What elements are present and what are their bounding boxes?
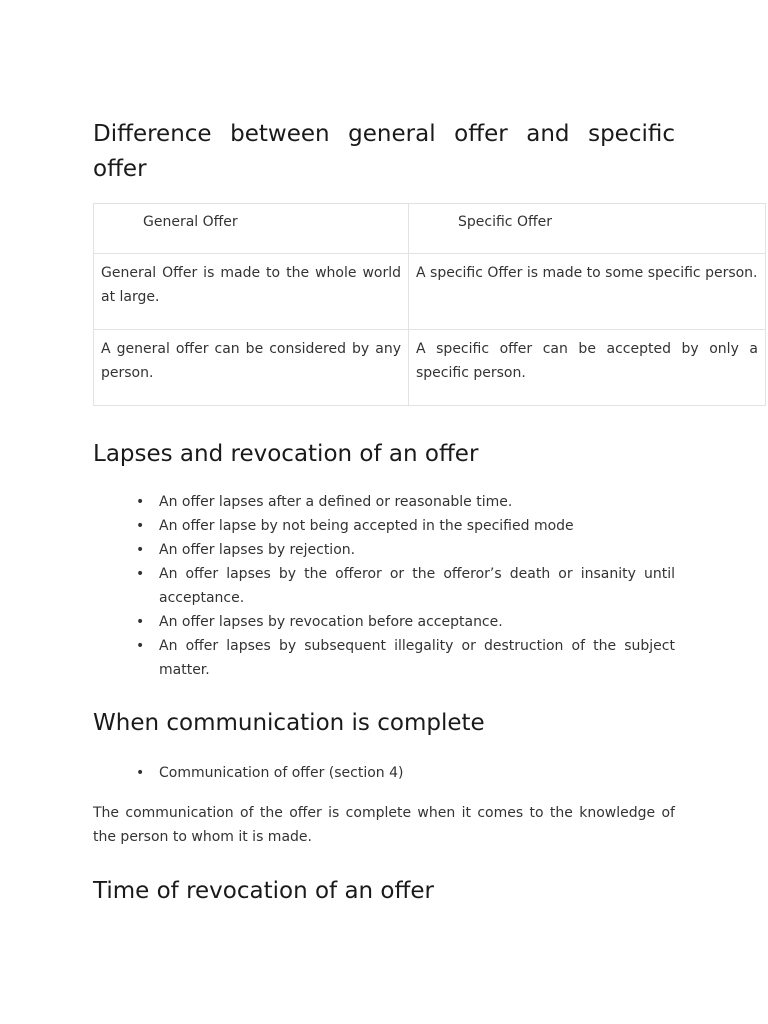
bullet-icon: • xyxy=(136,614,145,630)
table-header-cell: Specific Offer xyxy=(409,204,766,254)
table-header-cell: General Offer xyxy=(94,204,409,254)
bullet-icon: • xyxy=(136,566,145,582)
table-header-row xyxy=(94,204,766,254)
list-item: • An offer lapses after a defined or reasonable time. xyxy=(93,490,675,514)
table-row xyxy=(94,254,766,330)
table-cell: A specific Offer is made to some specific person. xyxy=(409,254,766,330)
bullet-icon: • xyxy=(136,518,145,534)
list-item: • An offer lapse by not being accepted in the specified mode xyxy=(93,514,675,538)
heading-lapses: Lapses and revocation of an offer xyxy=(93,441,479,467)
list-item: • An offer lapses by rejection. xyxy=(93,538,675,562)
bullet-icon: • xyxy=(136,765,145,781)
lapses-list xyxy=(93,490,675,682)
list-item: • An offer lapses by revocation before acceptance. xyxy=(93,610,675,634)
comparison-table xyxy=(93,203,766,406)
bullet-icon: • xyxy=(136,542,145,558)
bullet-icon: • xyxy=(136,494,145,510)
table-cell: A general offer can be considered by any person. xyxy=(94,330,409,406)
communication-paragraph: The communication of the offer is complete when it comes to the knowledge of the person to whom it is made. xyxy=(93,805,675,845)
list-item: • Communication of offer (section 4) xyxy=(93,761,675,785)
heading-communication: When communication is complete xyxy=(93,710,485,736)
table-cell: General Offer is made to the whole world at large. xyxy=(94,254,409,330)
list-item: • An offer lapses by the offeror or the offeror’s death or insanity until acceptance. xyxy=(93,562,675,610)
communication-list xyxy=(93,761,675,785)
table-cell: A specific offer can be accepted by only a specific person. xyxy=(409,330,766,406)
heading-difference: Difference between general offer and specific offer xyxy=(93,121,675,182)
table-row xyxy=(94,330,766,406)
list-item: • An offer lapses by subsequent illegality or destruction of the subject matter. xyxy=(93,634,675,682)
bullet-icon: • xyxy=(136,638,145,654)
heading-revocation-time: Time of revocation of an offer xyxy=(93,878,434,904)
